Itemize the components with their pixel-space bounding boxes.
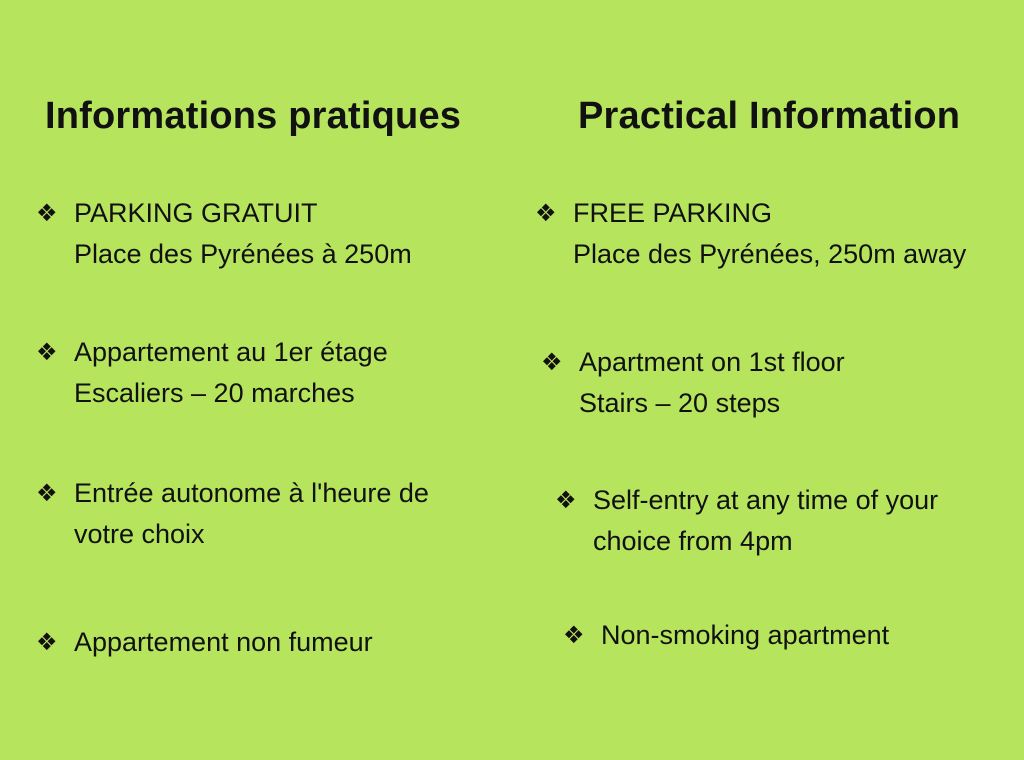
french-item-parking-text: [74, 193, 412, 275]
french-item-line1: Appartement au 1er étage: [74, 337, 388, 367]
english-item-non-smoking: [563, 615, 889, 656]
english-item-non-smoking-text: [601, 615, 889, 656]
diamond-bullet-icon: ❖: [36, 629, 58, 656]
diamond-bullet-icon: ❖: [36, 200, 58, 227]
french-item-line2: Place des Pyrénées à 250m: [74, 239, 412, 269]
french-item-entry: [36, 473, 429, 555]
english-title: Practical Information: [578, 95, 961, 138]
french-title: Informations pratiques: [45, 95, 462, 138]
english-item-entry: [555, 480, 938, 562]
diamond-bullet-icon: ❖: [555, 487, 577, 514]
english-item-line1: FREE PARKING: [573, 198, 773, 228]
english-item-line2: Stairs – 20 steps: [579, 388, 781, 418]
english-item-line1: Self-entry at any time of your: [593, 485, 939, 515]
english-item-floor: [541, 342, 845, 424]
french-item-floor-text: [74, 332, 388, 414]
french-item-non-smoking: [36, 622, 373, 663]
french-item-line1: Entrée autonome à l'heure de: [74, 478, 429, 508]
english-item-floor-text: [579, 342, 845, 424]
french-item-line1: PARKING GRATUIT: [74, 198, 318, 228]
french-item-floor: [36, 332, 388, 414]
diamond-bullet-icon: ❖: [541, 349, 563, 376]
english-item-line2: choice from 4pm: [593, 526, 793, 556]
french-item-line1: Appartement non fumeur: [74, 627, 373, 657]
french-item-non-smoking-text: [74, 622, 373, 663]
english-item-line1: Apartment on 1st floor: [579, 347, 845, 377]
english-item-entry-text: [593, 480, 938, 562]
french-item-parking: [36, 193, 412, 275]
english-item-parking: [535, 193, 966, 275]
french-item-line2: votre choix: [74, 519, 205, 549]
french-item-line2: Escaliers – 20 marches: [74, 378, 355, 408]
diamond-bullet-icon: ❖: [563, 622, 585, 649]
english-item-line2: Place des Pyrénées, 250m away: [573, 239, 967, 269]
diamond-bullet-icon: ❖: [535, 200, 557, 227]
english-item-line1: Non-smoking apartment: [601, 620, 890, 650]
diamond-bullet-icon: ❖: [36, 339, 58, 366]
diamond-bullet-icon: ❖: [36, 480, 58, 507]
english-item-parking-text: [573, 193, 966, 275]
french-item-entry-text: [74, 473, 429, 555]
